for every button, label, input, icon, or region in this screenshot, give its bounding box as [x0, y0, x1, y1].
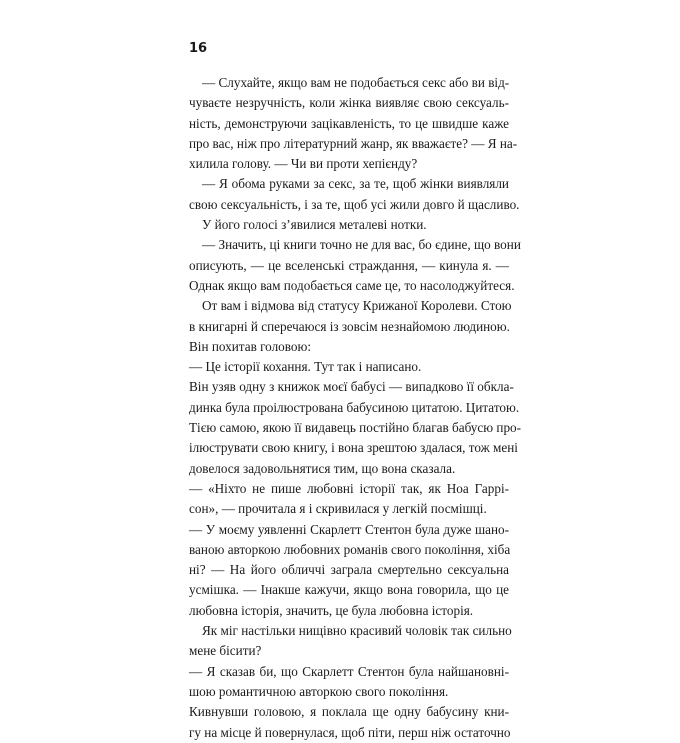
text-line: довелося задовольнятися тим, що вона сказала. [189, 460, 456, 476]
text-line: — Я обома руками за секс, за те, щоб жінки виявляли [202, 176, 509, 192]
text-line: мене бісити? [189, 643, 262, 659]
text-line: про вас, ніж про літературний жанр, як вважаєте? — Я на- [189, 135, 518, 151]
text-line: У його голосі з’явилися металеві нотки. [202, 217, 427, 233]
text-line: чуваєте незручність, коли жінка виявляє свою сексуаль- [189, 95, 509, 111]
text-line: Він узяв одну з книжок моєї бабусі — випадково її обкла- [189, 379, 514, 395]
body-text [189, 73, 522, 743]
text-line: усмішка. — Інакше кажучи, якщо вона говорила, що це [189, 582, 509, 598]
text-line: Він похитав головою: [189, 338, 312, 354]
text-line: — Слухайте, якщо вам не подобається секс або ви від- [202, 75, 510, 90]
text-line: описують, — це вселенські страждання, — кинула я. — [189, 257, 509, 273]
text-line: — Значить, ці книги точно не для вас, бо єдине, що вони [202, 237, 521, 253]
text-line: ні? — На його обличчі заграла смертельно сексуальна [189, 562, 509, 578]
text-line: ілюструвати свою книгу, і вона зрештою здалася, тож мені [189, 440, 518, 456]
text-line: Кивнувши головою, я поклала ще одну бабусину кни- [189, 704, 509, 720]
text-line: Як міг настільки нищівно красивий чоловік так сильно [202, 623, 512, 639]
text-line: — «Ніхто не пише любовні історії так, як Ноа Гаррі- [189, 480, 509, 496]
text-line: динка була проілюстрована бабусиною цитатою. Цитатою. [189, 399, 520, 415]
page-number: 16 [189, 41, 208, 56]
text-line: шою романтичною авторкою свого покоління. [189, 683, 449, 699]
text-line: Однак якщо вам подобається саме це, то насолоджуйтеся. [189, 277, 515, 293]
text-line: хилила голову. — Чи ви проти хепієнду? [189, 156, 418, 172]
text-line: любовна історія, значить, це була любовна історія. [189, 602, 474, 618]
text-line: ність, демонструючи зацікавленість, то це швидше каже [189, 115, 509, 131]
text-line: — Це історії кохання. Тут так і написано. [189, 359, 422, 375]
text-line: ваною авторкою любовних романів свого покоління, хіба [189, 541, 511, 557]
text-line: в книгарні й сперечаюся із зовсім незнайомою людиною. [189, 318, 510, 334]
text-line: От вам і відмова від статусу Крижаної Королеви. Стою [202, 298, 512, 314]
text-line: — У моєму уявленні Скарлетт Стентон була дуже шано- [189, 521, 509, 537]
text-line: сон», — прочитала я і скривилася у легкій посмішці. [189, 501, 487, 517]
text-line: свою сексуальність, і за те, щоб усі жили довго й щасливо. [189, 196, 520, 212]
text-line: гу на місце й повернулася, щоб піти, перш ніж остаточно [189, 724, 511, 740]
text-line: Тією самою, якою її видавець постійно благав бабусю про- [189, 420, 522, 436]
text-line: — Я сказав би, що Скарлетт Стентон була найшановні- [189, 663, 509, 679]
